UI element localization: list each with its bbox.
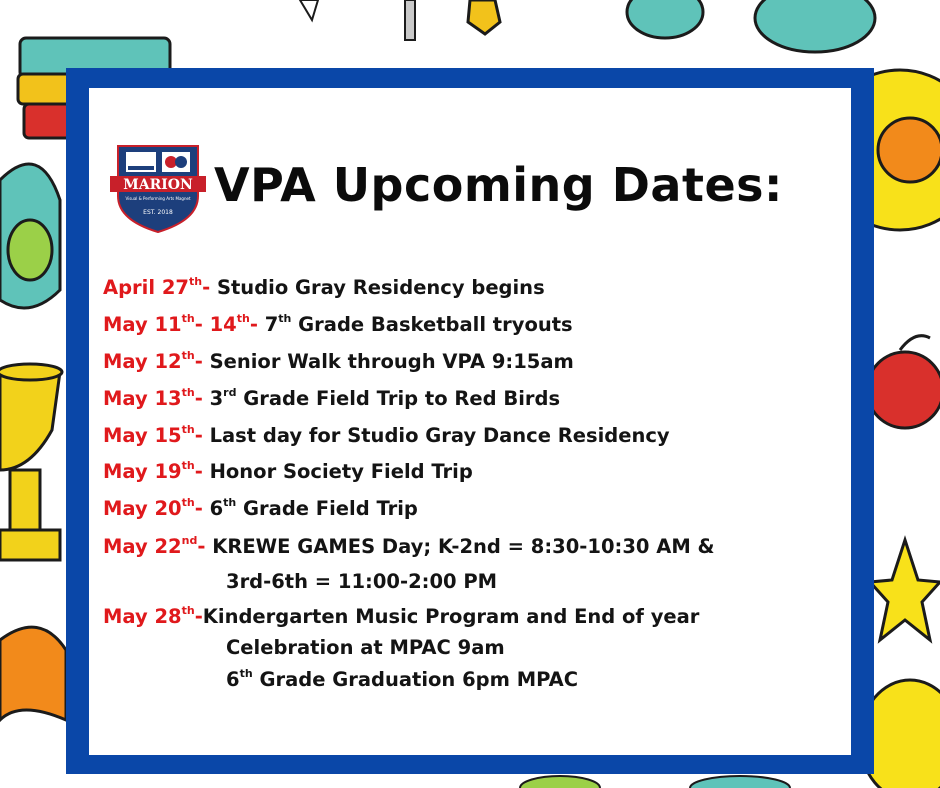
logo-subtitle: Visual & Performing Arts Magnet (125, 196, 191, 201)
event-row: April 27th- Studio Gray Residency begins (103, 275, 545, 299)
event-row: May 28th-Kindergarten Music Program and End of year (103, 604, 700, 628)
event-date: May 12 (103, 350, 182, 373)
event-text: Senior Walk through VPA 9:15am (202, 350, 574, 373)
pencil-icon-2 (468, 0, 500, 34)
event-row: May 15th- Last day for Studio Gray Dance Residency (103, 423, 670, 447)
event-extra: 6th Grade Graduation 6pm MPAC (226, 667, 579, 691)
event-text: Studio Gray Residency begins (210, 276, 545, 299)
event-text: 7 (257, 313, 279, 336)
pencil-icon (405, 0, 415, 40)
event-date: May 28 (103, 605, 182, 628)
event-text: 6 (202, 497, 224, 520)
event-text: KREWE GAMES Day; K-2nd = 8:30-10:30 AM & (205, 535, 715, 558)
event-text: Honor Society Field Trip (202, 460, 473, 483)
event-date: May 13 (103, 387, 182, 410)
protractor-icon (0, 627, 66, 720)
event-date: May 20 (103, 497, 182, 520)
event-date: May 19 (103, 460, 182, 483)
event-continuation: Celebration at MPAC 9am (226, 636, 505, 659)
apple-top-icon (627, 0, 703, 38)
event-row: May 22nd- KREWE GAMES Day; K-2nd = 8:30-10:30 AM & (103, 534, 715, 558)
logo-name: MARION (123, 177, 193, 193)
logo-established: EST. 2018 (143, 209, 173, 216)
event-row: May 13th- 3rd Grade Field Trip to Red Birds (103, 386, 561, 410)
event-row: May 12th- Senior Walk through VPA 9:15am (103, 349, 574, 373)
event-date: May 11 (103, 313, 182, 336)
event-continuation: 3rd-6th = 11:00-2:00 PM (226, 570, 498, 593)
trophy-icon (0, 364, 62, 560)
event-date: May 22 (103, 535, 182, 558)
event-date: May 15 (103, 424, 182, 447)
event-row: May 20th- 6th Grade Field Trip (103, 496, 418, 520)
event-text: Kindergarten Music Program and End of year (202, 605, 700, 628)
apple-icon (867, 352, 940, 428)
marion-logo (108, 138, 208, 234)
star-icon (870, 540, 940, 640)
page-title: VPA Upcoming Dates: (214, 158, 783, 212)
event-text: 3 (202, 387, 224, 410)
event-date: April 27 (103, 276, 189, 299)
event-text: Last day for Studio Gray Dance Residency (202, 424, 670, 447)
event-row: May 19th- Honor Society Field Trip (103, 459, 473, 483)
event-row: May 11th- 14th- 7th Grade Basketball tryouts (103, 312, 573, 336)
